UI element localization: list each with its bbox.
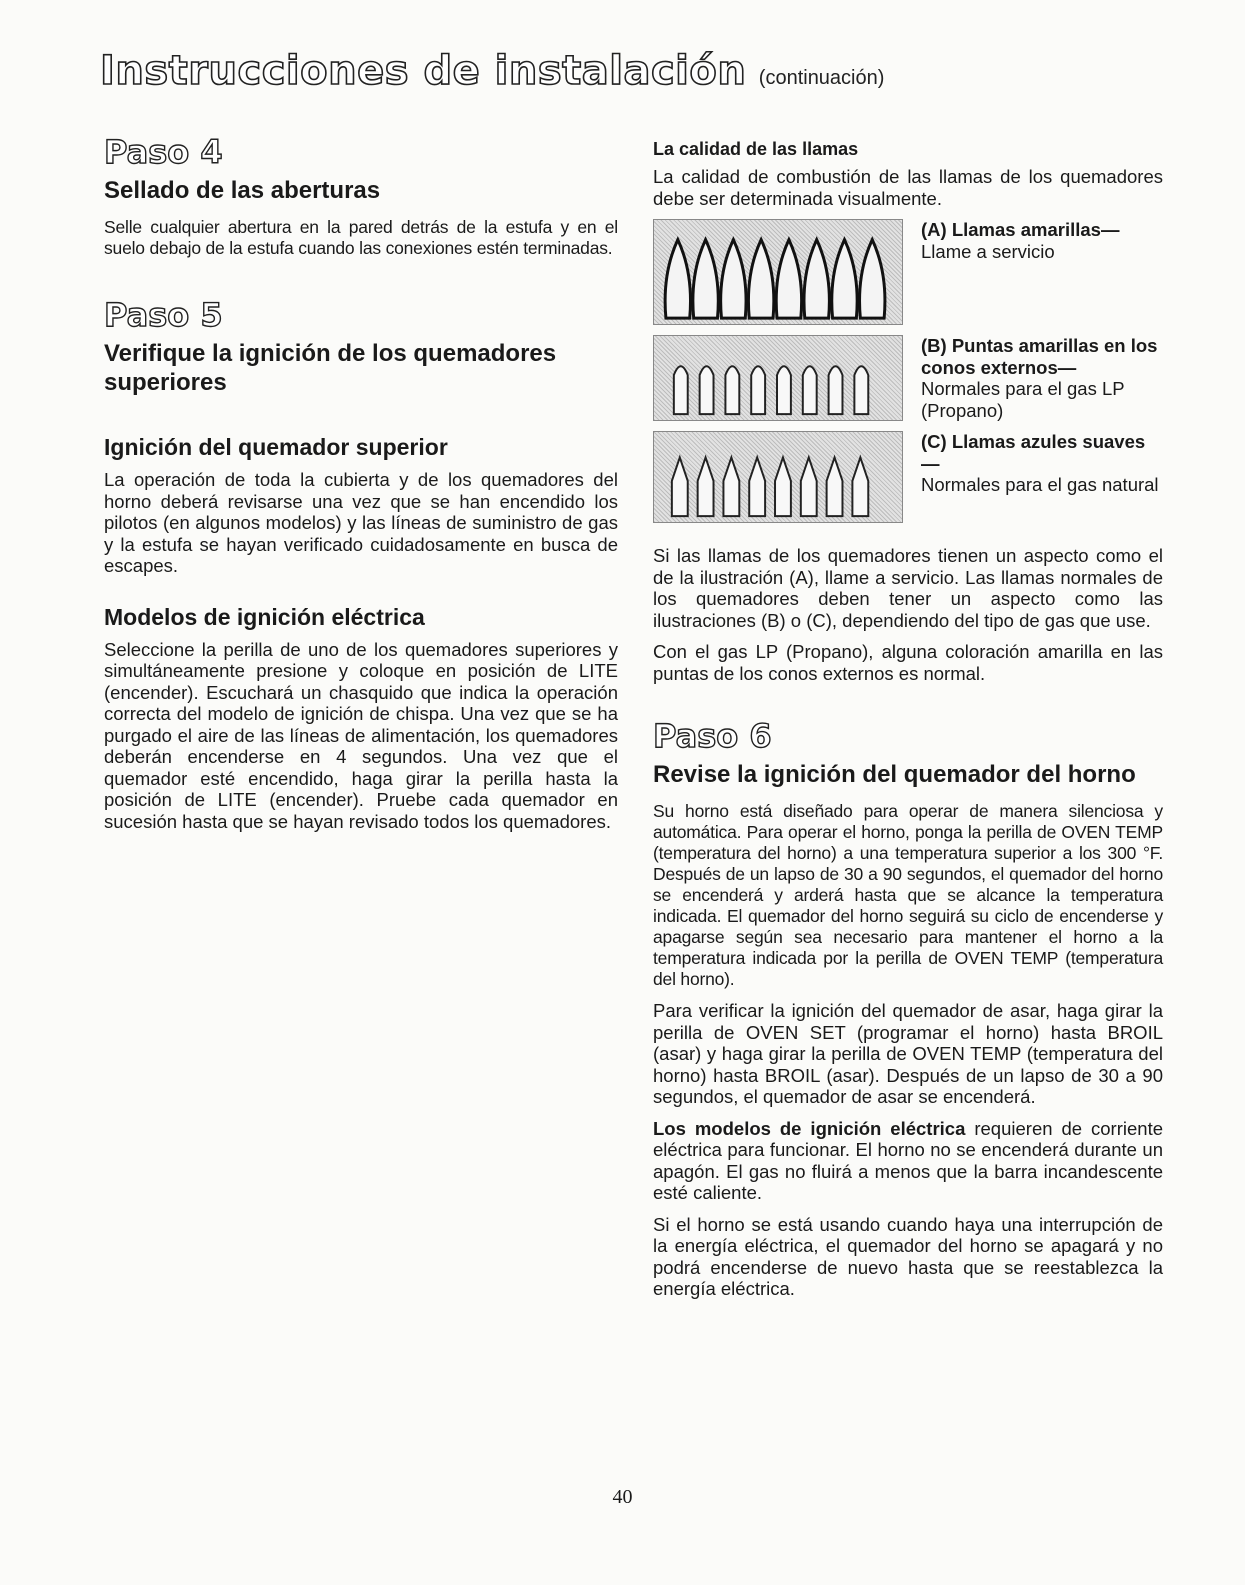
left-column <box>104 132 618 842</box>
flame-b-row <box>653 335 1163 421</box>
flame-text-1: Si las llamas de los quemadores tienen un aspecto como el de la ilustración (A), llame a servicio. Las llamas normales de los quemadores deben tener un aspecto como las ilustraciones (B) o (C), dependiendo del tipo de gas que use. <box>653 545 1163 631</box>
step-6-text-4: Si el horno se está usando cuando haya una interrupción de la energía eléctrica, el quemador del horno se apagará y no podrá encenderse de nuevo hasta que se reestablezca la energía eléctrica. <box>653 1213 1163 1299</box>
step-6-text-3-lead: Los modelos de ignición eléctrica <box>653 1117 966 1139</box>
flames-icon <box>654 220 902 324</box>
step-6-text-2: Para verificar la ignición del quemador de asar, haga girar la perilla de OVEN SET (programar el horno) hasta BROIL (asar) y haga girar la perilla de OVEN TEMP (temperatura del horno) hasta BROIL (asar). Después de un lapso de 30 a 90 segundos, el quemador de asar se encenderá. <box>653 1000 1163 1107</box>
flame-b-caption <box>921 335 1163 421</box>
step-5-subheading-2: Modelos de ignición eléctrica <box>104 603 425 630</box>
step-5-subheading-1: Ignición del quemador superior <box>104 434 448 460</box>
page-header <box>100 48 884 94</box>
flame-c-caption <box>921 431 1163 496</box>
flame-quality-intro: La calidad de combustión de las llamas de los quemadores debe ser determinada visualmente. <box>653 166 1163 209</box>
flame-c-label: (C) Llamas azules suaves— <box>921 431 1146 474</box>
flame-c-desc: Normales para el gas natural <box>921 474 1159 495</box>
flame-text-2: Con el gas LP (Propano), alguna coloración amarilla en las puntas de los conos externos es normal. <box>653 641 1163 684</box>
flame-b-label: (B) Puntas amarillas en los conos externos— <box>921 335 1158 378</box>
flame-a-label: (A) Llamas amarillas— <box>921 219 1120 240</box>
page-subtitle: (continuación) <box>758 67 885 89</box>
flames-icon <box>654 336 902 420</box>
flame-a-row <box>653 219 1163 325</box>
step-5-label: Paso 5 <box>104 296 223 334</box>
step-4-text: Selle cualquier abertura en la pared detrás de la estufa y en el suelo debajo de la estufa cuando las conexiones estén terminadas. <box>104 217 618 258</box>
right-column <box>653 132 1163 1310</box>
flame-quality-heading: La calidad de las llamas <box>653 139 859 159</box>
yellow-tips-illustration <box>653 335 903 421</box>
page-title: Instrucciones de instalación <box>100 48 747 94</box>
yellow-flames-illustration <box>653 219 903 325</box>
step-6-text-3-rest: requieren de corriente eléctrica para funcionar. El horno no se encenderá durante un apagón. El gas no fluirá a menos que la barra incandescente esté caliente. <box>653 1117 1163 1203</box>
step-6-heading: Revise la ignición del quemador del horno <box>653 761 1136 788</box>
flame-c-row <box>653 431 1163 523</box>
flame-a-desc: Llame a servicio <box>921 240 1055 262</box>
step-5-text-1: La operación de toda la cubierta y de los quemadores del horno deberá revisarse una vez que se han encendido los pilotos (en algunos modelos) y las líneas de suministro de gas y la estufa se hayan verificado cuidadosamente en busca de escapes. <box>104 469 618 576</box>
step-6-text-1: Su horno está diseñado para operar de manera silenciosa y automática. Para operar el horno, ponga la perilla de OVEN TEMP (temperatura del horno) a una temperatura superior a los 300 °F. Después de un lapso de 30 a 90 segundos, el quemador del horno se encenderá y arderá hasta que se alcance la temperatura indicada. El quemador del horno seguirá su ciclo de encenderse y apagarse según sea necesario para mantener el horno a la temperatura indicada por la perilla de OVEN TEMP (temperatura del horno). <box>653 801 1163 989</box>
step-6-label: Paso 6 <box>653 717 772 755</box>
flame-b-desc: Normales para el gas LP (Propano) <box>921 378 1125 421</box>
page-number: 40 <box>612 1486 633 1508</box>
flames-icon <box>654 432 902 522</box>
blue-flames-illustration <box>653 431 903 523</box>
step-4-label: Paso 4 <box>104 133 223 171</box>
step-5-text-2: Seleccione la perilla de uno de los quemadores superiores y simultáneamente presione y coloque en posición de LITE (encender). Escuchará un chasquido que indica la operación correcta del modelo de ignición de chispa. Una vez que se ha purgado el aire de las líneas de alimentación, los quemadores deberán encenderse en 4 segundos. Una vez que el quemador esté encendido, haga girar la perilla hasta la posición de LITE (encender). Pruebe cada quemador en sucesión hasta que se hayan revisado todos los quemadores. <box>104 638 618 832</box>
step-4-heading: Sellado de las aberturas <box>104 177 381 204</box>
step-5-heading: Verifique la ignición de los quemadores superiores <box>104 340 557 396</box>
flame-a-caption <box>921 219 1163 262</box>
step-6-text-3 <box>653 1118 1163 1204</box>
